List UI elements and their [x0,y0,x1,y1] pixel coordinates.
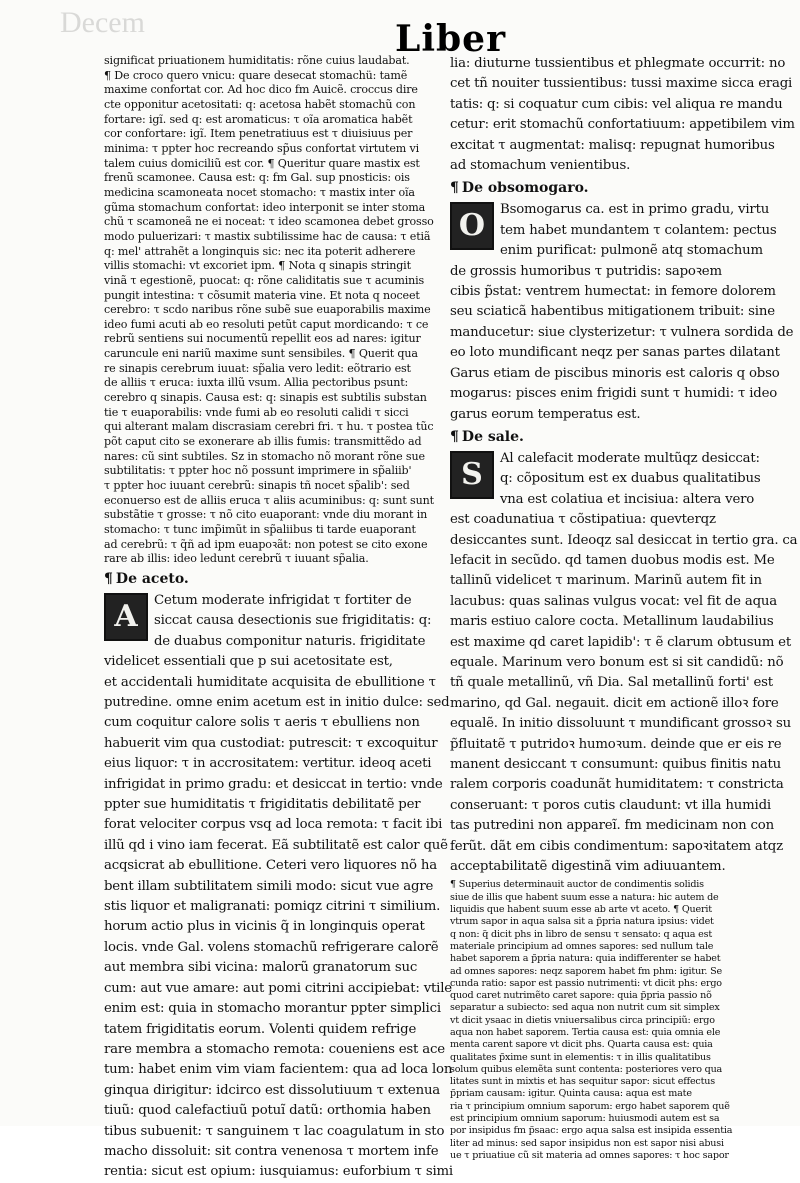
text-line: p̃fluitatẽ τ putridoꝛ humoꝛum. deinde que er eis re [450,736,782,752]
right-block-3 [450,449,798,878]
text-line: manducetur: siue clysterizetur: τ vulnera sordida de [450,324,794,340]
pilcrow-icon: ¶ [450,428,459,445]
initial-letter: A [114,598,138,634]
text-line: vinã τ egestionẽ, puocat: q: rõne caliditatis sue τ acuminis [104,273,425,287]
text-line: garus eorum temperatus est. [450,406,641,422]
text-line: acceptabilitatẽ digestinã vim adiuuantem. [450,859,726,875]
text-line: pungit intestina: τ cõsumit materia vine. Et nota q noceet [104,288,420,302]
text-line: maxime confortat cor. Ad hoc dico fm Auicẽ. croccus dire [104,83,418,97]
text-line: minima: τ ppter hoc recreando sp̃us confortat virtutem vi [104,141,420,155]
text-line: excitat τ augmentat: malisq: repugnat humoribus [450,137,775,153]
text-line: re sinapis cerebrum iuuat: sp̃alia vero ledit: eõtrario est [104,361,411,375]
text-line: põt caput cito se exonerare ab illis fumis: transmittẽdo ad [104,435,422,449]
text-line: lefacit in secũdo. qd tamen duobus modis est. Me [450,552,775,568]
text-line: rare membra a stomacho remota: coueniens est ace [104,1041,445,1057]
text-line: lacubus: quas salinas vulgus vocat: vel fit de aqua [450,593,777,609]
text-line: tallinũ videlicet τ marinum. Marinũ autem fit in [450,573,762,589]
text-line: macho dissoluit: sit contra venenosa τ mortem infe [104,1143,439,1159]
text-line: subtilitatis: τ ppter hoc nõ possunt imprimere in sp̃aliib' [104,464,412,478]
left-block-2-lines [104,591,453,1183]
text-line: cibis p̃stat: ventrem humectat: in femore dolorem [450,284,776,300]
text-line: tiuũ: quod calefactiuũ potuĩ datũ: orthomia haben [104,1103,431,1119]
text-line: et accidentali humiditate acquisita de ebullitione τ [104,674,436,690]
text-line: stomacho: τ tunc imp̃imũt in sp̃aliibus ti tarde euaporant [104,523,416,536]
text-line: conseruant: τ poros cutis claudunt: vt illa humidi [450,797,771,813]
text-line: habet saporem a p̃pria natura: quia indifferenter se habet [450,953,721,965]
text-line: ria τ principium omnium saporum: ergo habet saporem quẽ [450,1100,730,1112]
right-block-3-lines [450,449,798,878]
text-line: horum actio plus in vicinis q̃ in longinquis operat [104,919,425,935]
text-line: substãtie τ grosse: τ nõ cito euaporant: vnde diu morant in [104,508,428,522]
text-line: acqsicrat ab ebullitione. Ceteri vero liquores nõ ha [104,858,437,874]
text-line: p̃priam causam: igitur. Quinta causa: aqua est mate [450,1088,692,1100]
text-line: econuerso est de alliis eruca τ aliis acuminibus: q: sunt sunt [104,493,434,507]
text-line: est maxime qd caret lapidib': τ ẽ clarum obtusum et [450,634,791,650]
text-line: gũma stomachum confortat: ideo interponit se inter stoma [104,200,426,214]
text-line: eo loto mundificant neqz per sanas partes dilatant [450,345,780,361]
text-line: Bsomogarus ca. est in primo gradu, virtu [500,202,770,218]
text-line: enim est: quia in stomacho morantur ppter simplici [104,1001,441,1017]
text-line: cet tñ nouiter tussientibus: tussi maxime sicca eragi [450,76,793,92]
text-line: est coadunatiua τ cõstipatiua: quevterqz [450,512,716,528]
heading-text: De aceto. [115,570,189,587]
text-line: q non: q̃ dicit phs in libro de sensu τ sensato: q aqua est [450,928,712,940]
text-line: ¶ De croco quero vnicu: quare desecat stomachü: tamẽ [104,68,408,82]
text-line: eius liquor: τ in accrositatem: vertitur. ideoq aceti [104,756,432,772]
section-heading-sale [450,427,772,447]
text-line: enim purificat: pulmonẽ atq stomachum [500,243,763,259]
right-block-2 [450,200,794,424]
text-line: de alliis τ eruca: iuxta illũ vsum. Allia pectoribus psunt: [104,376,409,390]
text-line: lia: diuturne tussientibus et phlegmate occurrit: no [450,56,786,71]
text-line: q: cõpositum est ex duabus qualitatibus [500,471,761,487]
text-line: ad omnes sapores: neqz saporem habet fm phm: igitur. Se [450,965,722,977]
text-line: equale. Marinum vero bonum est si sit candidũ: nõ [450,654,784,670]
text-line: qualitates p̃xime sunt in elementis: τ in illis qualitatibus [450,1051,711,1063]
text-line: tum: habet enim vim viam facientem: qua ad loca lon [104,1062,453,1078]
decorated-initial-icon [104,593,148,641]
running-header: Liber [395,18,507,60]
text-line: de grossis humoribus τ putridis: sapoꝛem [450,263,722,279]
text-line: talem cuius domiciliũ est cor. ¶ Queritur quare mastix est [104,156,420,170]
text-line: solum quibus elemẽta sunt contenta: posteriores vero qua [450,1063,723,1075]
bleed-through-text: Decem [60,6,145,39]
text-line: maris estiuo calore cocta. Metallinum laudabilius [450,614,774,630]
text-line: seu sciaticã habentibus mitigationem tribuit: sine [450,304,775,320]
text-line: infrigidat in primo gradu: et desiccat in tertio: vnde [104,776,443,792]
left-block-1 [104,54,434,567]
text-line: villis stomachi: vt excoriet ipm. ¶ Nota q sinapis stringit [104,259,411,273]
initial-letter: O [458,208,486,244]
initial-letter: S [461,456,483,492]
text-line: ad cerebrũ: τ q̃ñ ad ipm euapoꝛãt: non potest se cito exone [104,537,428,551]
text-line: vtrum sapor in aqua salsa sit a p̃pria natura ipsius: videt [450,916,714,928]
text-line: habuerit vim qua custodiat: putrescit: τ excoquitur [104,735,438,751]
text-line: cum coquitur calore solis τ aeris τ ebulliens non [104,715,420,731]
text-line: ppter sue humiditatis τ frigiditatis debilitatẽ per [104,797,421,813]
text-line: siccat causa desectionis sue frigiditatis: q: [154,613,432,629]
text-line: q: mel' attrahẽt a longinquis sic: nec ita poterit adherere [104,244,416,258]
text-line: manent desiccant τ consumunt: quibus finitis natu [450,757,781,772]
text-line: menta carent sapore vt dicit phs. Quarta causa est: quia [450,1039,713,1051]
text-line: por insipidus fm p̃saac: ergo aqua salsa est insipida essentia [450,1125,733,1137]
text-line: ferũt. dãt em cibis condimentum: sapoꝛitatem atqz [450,838,783,854]
heading-text: De obsomogaro. [461,180,589,197]
text-line: siue de illis que habent suum esse a natura: hic autem de [450,891,719,903]
section-heading-obsomogaro [450,178,772,198]
text-line: tñ quale metallinũ, vñ Dia. Sal metallinũ forti' est [450,675,773,691]
text-line: Cetum moderate infrigidat τ fortiter de [154,592,412,608]
text-line: significat priuationem humiditatis: rõne cuius laudabat. [104,54,410,67]
text-line: cunda ratio: sapor est passio nutrimenti: vt dicit phs: ergo [450,977,722,989]
text-line: qui alterant malam discrasiam cerebri fri. τ hu. τ postea tũc [104,420,434,434]
text-line: tem habet mundantem τ colantem: pectus [500,222,777,238]
text-line: de duabus componitur naturis. frigiditate [154,633,426,649]
text-line: equalẽ. In initio dissoluunt τ mundificant grossoꝛ su [450,716,791,732]
text-line: forat velociter corpus vsq ad loca remota: τ facit ibi [104,817,443,833]
text-line: fortare: igĩ. sed q: est aromaticus: τ oĩa aromatica habẽt [104,112,413,126]
text-line: aqua non habet saporem. Tertia causa est: quia omnia ele [450,1027,721,1038]
right-block-1 [450,54,795,176]
text-line: putredine. omne enim acetum est in initio dulce: sed [104,695,450,710]
text-line: cte opponitur acetositati: q: acetosa habẽt stomachũ con [104,97,416,111]
text-line: nares: cũ sint subtiles. Sz in stomacho nõ morant rõne sue [104,449,425,463]
text-line: ue τ priuatiue cũ sit materia ad omnes sapores: τ hoc sapor [450,1149,729,1161]
text-line: illũ qd i vino iam fecerat. Eã subtilitatẽ est calor quẽ [104,837,448,853]
decorated-initial-icon [450,202,494,250]
text-line: vt dicit ysaac in dietis vniuersalibus circa principiũ: ergo [450,1014,715,1026]
section-heading-aceto [104,569,428,589]
text-line: litates sunt in mixtis et has sequitur sapor: sicut effectus [450,1076,715,1088]
left-column [104,54,453,1180]
right-block-4-commentary [450,879,772,1162]
text-line: mogarus: pisces enim frigidi sunt τ humidi: τ ideo [450,386,778,402]
text-line: tas putredini non appareĩ. fm medicinam non con [450,818,774,834]
pilcrow-icon: ¶ [104,570,113,587]
left-block-2 [104,591,453,1183]
text-line: rentia: sicut est opium: iusquiamus: euforbium τ simi [104,1164,453,1180]
text-line: desiccantes sunt. Ideoqz sal desiccat in tertio gra. ca [450,532,798,548]
text-line: ideo fumi acuti ab eo resoluti petũt caput mordicando: τ ce [104,317,429,331]
text-line: videlicet essentiali que p sui acetositate est, [104,654,393,670]
text-line: ¶ Superius determinauit auctor de condimentis solidis [450,879,704,891]
text-line: cerebro q sinapis. Causa est: q: sinapis est subtilis substan [104,391,427,405]
text-line: cor confortare: igĩ. Item penetratiuus est τ diuisiuus per [104,127,413,141]
text-line: cetur: erit stomachũ confortatiuum: appetibilem vim [450,117,795,133]
text-line: τ ppter hoc iuuant cerebrũ: sinapis tñ nocet sp̃alib': sed [104,479,410,493]
text-line: marino, qd Gal. negauit. dicit em actionẽ illoꝛ fore [450,695,779,711]
right-block-2-lines [450,200,794,424]
decorated-initial-icon [450,451,494,499]
text-line: tatem frigiditatis eorum. Volenti quidem refrige [104,1021,417,1037]
text-line: ralem corporis coadunãt humiditatem: τ constricta [450,777,784,793]
text-line: rebrũ sentiens sui nocumentũ repellit eos ad nares: igitur [104,332,421,346]
text-line: liquidis que habent suum esse ab arte vt aceto. ¶ Querit [450,904,712,916]
text-line: stis liquor et maligranati: pomiqz citrini τ similium. [104,899,441,915]
text-line: cerebro: τ scdo naribus rõne subẽ sue euaporabilis maxime [104,303,431,317]
right-column [450,54,798,1161]
text-line: liter ad minus: sed sapor insipidus non est sapor nisi abusi [450,1137,724,1149]
text-line: tibus subuenit: τ sanguinem τ lac coagulatum in sto [104,1123,445,1139]
text-line: bent illam subtilitatem simili modo: sicut vue agre [104,878,434,894]
text-line: chũ τ scamoneã ne ei noceat: τ ideo scamonea debet grosso [104,215,434,229]
text-line: aut membra sibi vicina: malorũ granatorum suc [104,960,418,976]
text-line: medicina scamoneata nocet stomacho: τ mastix inter oĩa [104,185,415,199]
pilcrow-icon: ¶ [450,180,459,197]
text-line: vna est colatiua et incisiua: altera vero [500,491,755,507]
text-line: ginqua dirigitur: idcirco est dissolutiuum τ extenua [104,1082,441,1098]
heading-text: De sale. [461,428,524,445]
text-line: cum: aut vue amare: aut pomi citrini accipiebat: vtile [104,980,452,996]
text-line: materiale principium ad omnes sapores: sed nullum tale [450,940,714,952]
text-line: ad stomachum venientibus. [450,158,631,174]
text-line: frenũ scamonee. Causa est: q: fm Gal. sup pnosticis: ois [104,171,410,185]
text-line: caruncule eni nariũ maxime sunt sensibiles. ¶ Querit qua [104,347,418,361]
text-line: tatis: q: si coquatur cum cibis: vel aliqua re mandu [450,96,783,112]
text-line: Al calefacit moderate multũqz desiccat: [500,450,760,466]
text-line: Garus etiam de piscibus minoris est caloris q obso [450,365,780,381]
text-line: quod caret nutrimẽto caret sapore: quia p̃pria passio nõ [450,990,712,1002]
text-line: locis. vnde Gal. volens stomachũ refrigerare calorẽ [104,939,439,955]
text-line: est principium omnium saporum: huiusmodi autem est sa [450,1113,720,1125]
text-line: modo puluerizari: τ mastix subtilissime hac de causa: τ etiã [104,229,431,243]
text-line: rare ab illis: ideo ledunt cerebrũ τ iuuant sp̃alia. [104,552,369,566]
text-line: separatur a subiecto: sed aqua non nutrit cum sit simplex [450,1002,720,1014]
text-line: tie τ euaporabilis: vnde fumi ab eo resoluti calidi τ sicci [104,405,409,419]
